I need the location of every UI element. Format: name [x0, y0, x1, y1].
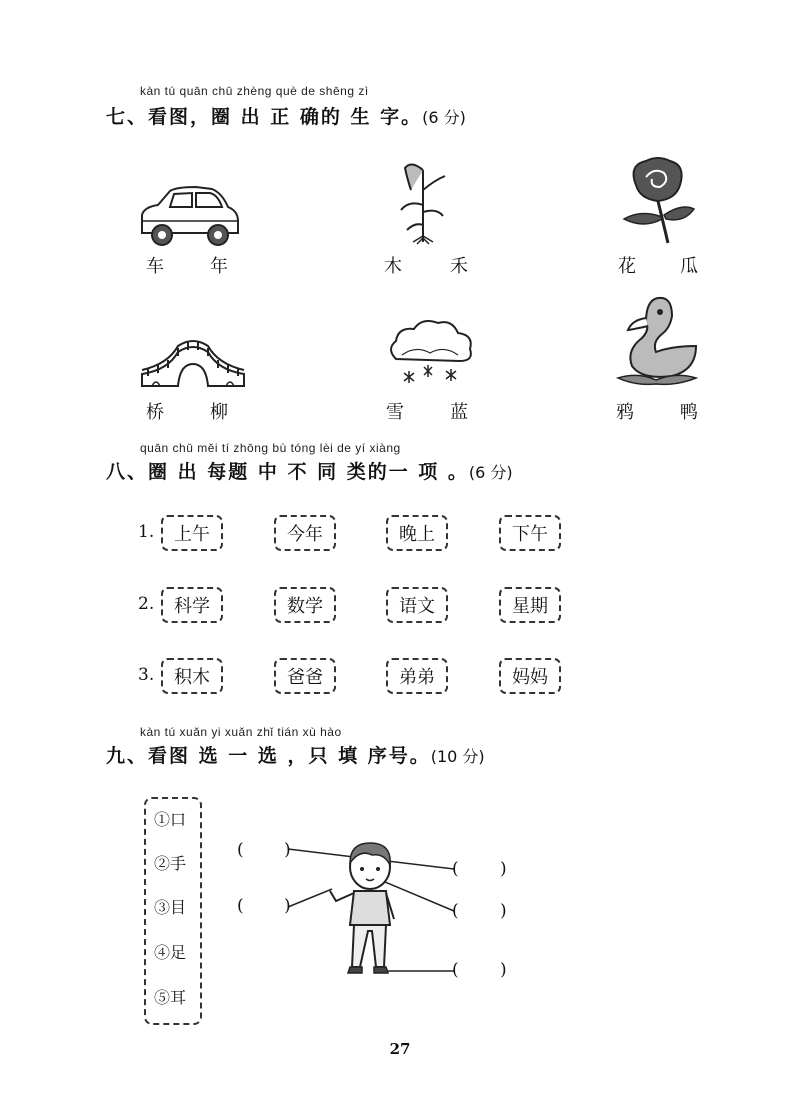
- page-number: 27: [389, 1040, 411, 1058]
- section8-points: (6 分): [468, 463, 513, 482]
- answer-blank-left-paren[interactable]: (: [237, 896, 244, 916]
- option-item: ⑤耳: [154, 988, 187, 1007]
- option-char[interactable]: 木: [384, 256, 402, 277]
- answer-blank-right-paren[interactable]: ): [500, 960, 507, 980]
- section9-points: (10 分): [430, 747, 485, 766]
- row-number: 2.: [138, 594, 155, 614]
- answer-blank-right-paren[interactable]: ): [500, 859, 507, 879]
- section7-pinyin: kàn tú quān chū zhèng què de shēng zì: [140, 84, 369, 98]
- answer-blank-right-paren[interactable]: ): [284, 840, 291, 860]
- section8-pinyin: quān chū měi tí zhōng bù tóng lèi de yí xiàng: [140, 441, 401, 455]
- word-box[interactable]: 科学: [161, 587, 223, 623]
- answer-blank-left-paren[interactable]: (: [452, 901, 459, 921]
- option-char[interactable]: 桥: [146, 402, 164, 423]
- word-box[interactable]: 数学: [274, 587, 336, 623]
- option-char[interactable]: 年: [210, 256, 228, 277]
- section8-title: [106, 457, 513, 484]
- option-item: ②手: [154, 854, 187, 873]
- arch-bridge-picture: [138, 330, 248, 390]
- option-char[interactable]: 花: [618, 256, 636, 277]
- duck-picture: [612, 290, 702, 388]
- word-box[interactable]: 星期: [499, 587, 561, 623]
- option-item: ①口: [154, 810, 187, 829]
- snow-cloud-picture: [386, 315, 476, 390]
- option-char[interactable]: 蓝: [450, 402, 468, 423]
- answer-blank-right-paren[interactable]: ): [500, 901, 507, 921]
- section7-points: (6 分): [422, 108, 466, 127]
- answer-blank-left-paren[interactable]: (: [237, 840, 244, 860]
- word-box[interactable]: 积木: [161, 658, 223, 694]
- option-char[interactable]: 柳: [210, 402, 228, 423]
- word-box[interactable]: 妈妈: [499, 658, 561, 694]
- option-char[interactable]: 雪: [386, 402, 404, 423]
- word-box[interactable]: 弟弟: [386, 658, 448, 694]
- row-number: 3.: [138, 665, 155, 685]
- section7-title: [106, 102, 466, 129]
- section9-pinyin: kàn tú xuǎn yi xuǎn zhǐ tián xù hào: [140, 725, 342, 739]
- answer-blank-right-paren[interactable]: ): [284, 896, 291, 916]
- car-picture: [136, 185, 241, 247]
- option-item: ③目: [154, 898, 187, 917]
- option-char[interactable]: 鸭: [680, 402, 698, 423]
- option-char[interactable]: 禾: [450, 256, 468, 277]
- option-item: ④足: [154, 943, 187, 962]
- rose-picture: [618, 155, 696, 247]
- word-box[interactable]: 语文: [386, 587, 448, 623]
- word-box[interactable]: 晚上: [386, 515, 448, 551]
- boy-picture: [280, 835, 460, 985]
- answer-blank-left-paren[interactable]: (: [452, 859, 459, 879]
- section9-title-text: 九、看图 选 一 选 ，只 填 序号。: [106, 745, 431, 767]
- word-box[interactable]: 今年: [274, 515, 336, 551]
- option-char[interactable]: 车: [146, 256, 164, 277]
- options-box: [144, 797, 202, 1025]
- word-box[interactable]: 上午: [161, 515, 223, 551]
- option-char[interactable]: 鸦: [616, 402, 634, 423]
- section8-title-text: 八、圈 出 每题 中 不 同 类的一 项 。: [106, 461, 469, 483]
- word-box[interactable]: 下午: [499, 515, 561, 551]
- row-number: 1.: [138, 522, 155, 542]
- option-char[interactable]: 瓜: [680, 256, 698, 277]
- section7-title-text: 七、看图，圈 出 正 确的 生 字。: [106, 106, 423, 128]
- answer-blank-left-paren[interactable]: (: [452, 960, 459, 980]
- section9-title: [106, 741, 485, 768]
- rice-plant-picture: [393, 150, 453, 246]
- word-box[interactable]: 爸爸: [274, 658, 336, 694]
